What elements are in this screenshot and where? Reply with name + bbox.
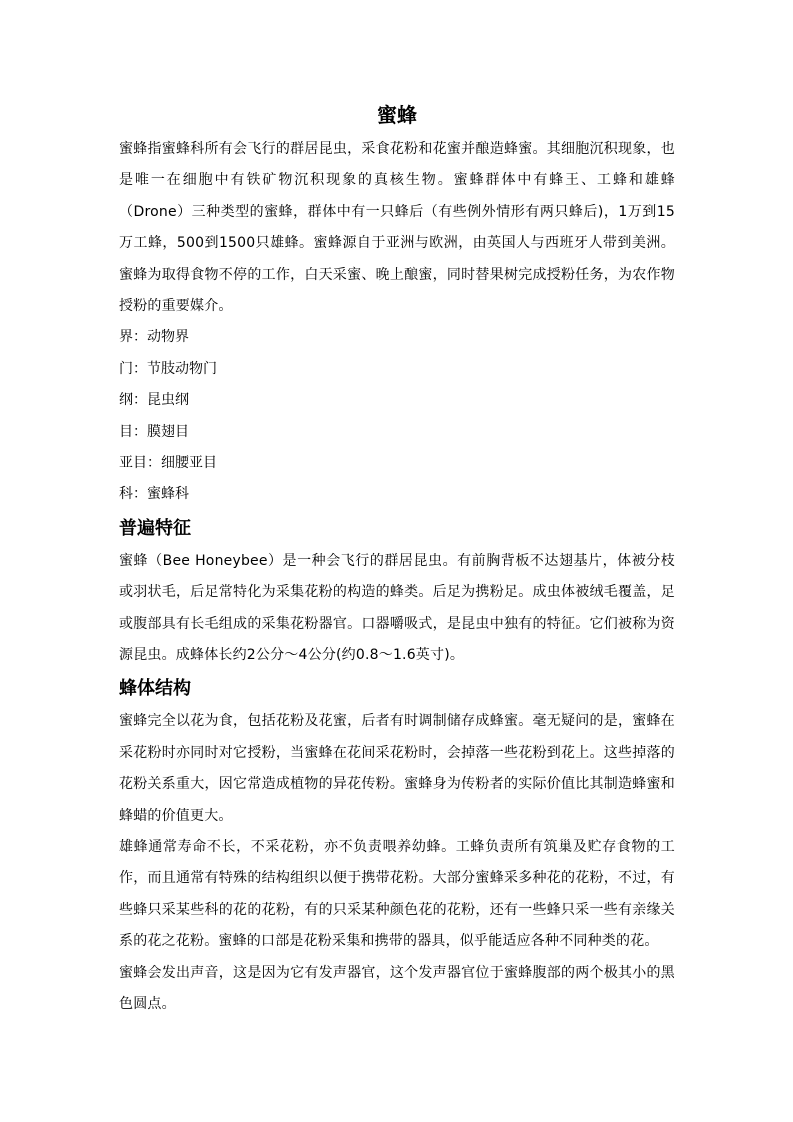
section-body-structure (119, 676, 675, 1020)
page-title: 蜜蜂 (377, 103, 417, 127)
taxonomy-family: 科：蜜蜂科 (119, 486, 189, 503)
taxonomy-order: 目：膜翅目 (119, 423, 189, 440)
document-body (119, 100, 675, 1020)
section-paragraph: 蜜蜂（Bee Honeybee）是一种会飞行的群居昆虫。有前胸背板不达翅基片，体被分枝或羽状毛，后足常特化为采集花粉的构造的蜂类。后足为携粉足。成虫体被绒毛覆盖，足或腹部具有长毛组成的采集花粉器官。口器嚼吸式，是昆虫中独有的特征。它们被称为资源昆虫。成蜂体长约2公分～4公分(约0.8～1.6英寸)。 (119, 552, 675, 663)
taxonomy-kingdom: 界：动物界 (119, 329, 189, 346)
taxonomy-class: 纲：昆虫纲 (119, 392, 189, 409)
intro-paragraph: 蜜蜂指蜜蜂科所有会飞行的群居昆虫，采食花粉和花蜜并酿造蜂蜜。其细胞沉积现象，也是唯一在细胞中有铁矿物沉积现象的真核生物。蜜蜂群体中有蜂王、工蜂和雄蜂（Drone）三种类型的蜜蜂，群体中有一只蜂后（有些例外情形有两只蜂后)，1万到15万工蜂，500到1500只雄蜂。蜜蜂源自于亚洲与欧洲，由英国人与西班牙人带到美洲。蜜蜂为取得食物不停的工作，白天采蜜、晚上酿蜜，同时替果树完成授粉任务，为农作物授粉的重要媒介。 (119, 141, 675, 315)
taxonomy-phylum: 门：节肢动物门 (119, 360, 217, 377)
section-heading: 蜂体结构 (119, 678, 191, 700)
taxonomy-list (119, 322, 675, 510)
taxonomy-suborder: 亚目：细腰亚目 (119, 455, 217, 471)
section-general-features (119, 516, 675, 672)
section-paragraph: 雄蜂通常寿命不长，不采花粉，亦不负责喂养幼蜂。工蜂负责所有筑巢及贮存食物的工作，而且通常有特殊的结构组织以便于携带花粉。大部分蜜蜂采多种花的花粉，不过，有些蜂只采某些科的花的花粉，有的只采某种颜色花的花粉，还有一些蜂只采一些有亲缘关系的花之花粉。蜜蜂的口部是花粉采集和携带的器具，似乎能适应各种不同种类的花。 (119, 839, 675, 950)
section-heading: 普遍特征 (119, 517, 191, 539)
section-paragraph: 蜜蜂会发出声音，这是因为它有发声器官，这个发声器官位于蜜蜂腹部的两个极其小的黑色圆点。 (119, 964, 675, 1013)
section-paragraph: 蜜蜂完全以花为食，包括花粉及花蜜，后者有时调制储存成蜂蜜。毫无疑问的是，蜜蜂在采花粉时亦同时对它授粉，当蜜蜂在花间采花粉时，会掉落一些花粉到花上。这些掉落的花粉关系重大，因它常造成植物的异花传粉。蜜蜂身为传粉者的实际价值比其制造蜂蜜和蜂蜡的价值更大。 (119, 713, 675, 824)
